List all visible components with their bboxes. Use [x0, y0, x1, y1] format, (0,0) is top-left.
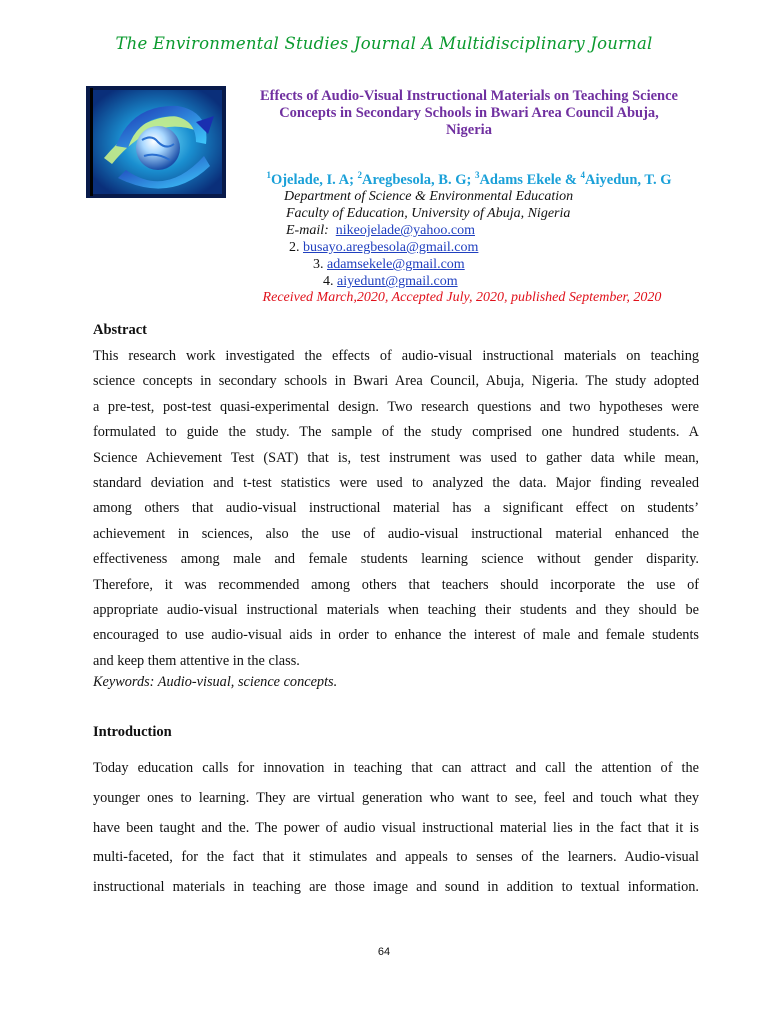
faculty: Faculty of Education, University of Abuja, Nigeria [286, 206, 571, 221]
keywords: Keywords: Audio-visual, science concepts. [93, 674, 338, 690]
abstract-line: Science Achievement Test (SAT) that is, test instrument was used to gather data while mean, [93, 449, 699, 466]
email-link[interactable]: nikeojelade@yahoo.com [335, 223, 475, 238]
abstract-line: a pre-test, post-test quasi-experimental design. Two research questions and two hypotheses were [93, 398, 699, 415]
paper-title [234, 88, 704, 139]
email-line-3 [313, 256, 673, 273]
author-name: Aiyedun, T. G [585, 171, 672, 188]
introduction-body [93, 754, 699, 903]
abstract-line: standard deviation and t-test statistics were used to analyzed the data. Major finding revealed [93, 474, 699, 491]
email-line-2 [289, 239, 649, 256]
author-number: 4 [580, 170, 586, 180]
email-link[interactable]: aiyedunt@gmail.com [337, 274, 458, 289]
abstract-line: science concepts in secondary schools in Bwari Area Council, Abuja, Nigeria. The study adopted [93, 373, 699, 390]
email-prefix: 4. [323, 274, 337, 289]
title-line: Effects of Audio-Visual Instructional Materials on Teaching Science [260, 88, 678, 104]
journal-name: The Environmental Studies Journal A Multidisciplinary Journal [115, 34, 653, 53]
abstract-line: Therefore, it was recommended among others that teachers should incorporate the use of [93, 576, 699, 593]
email-prefix: 2. [289, 240, 303, 255]
email-prefix: 3. [313, 257, 327, 272]
abstract-line: among others that audio-visual instructional material has a significant effect on students’ [93, 500, 699, 517]
abstract-body [93, 344, 699, 674]
introduction-line: multi-faceted, for the fact that it stimulates and appeals to senses of the learners. Audio-visual [93, 849, 699, 866]
introduction-heading: Introduction [93, 724, 172, 740]
author-name: Adams Ekele & [479, 171, 581, 188]
introduction-line: instructional materials in teaching are those image and sound in addition to textual information. [93, 879, 699, 896]
email-line-4 [323, 273, 683, 290]
author-number: 3 [474, 170, 480, 180]
abstract-line: and keep them attentive in the class. [93, 652, 300, 669]
author-number: 1 [266, 170, 271, 180]
author-name: Ojelade, I. A; [270, 171, 358, 188]
title-line: Nigeria [446, 122, 492, 138]
abstract-line: achievement in sciences, also the use of audio-visual instructional material enhanced the [93, 525, 699, 542]
email-link[interactable]: adamsekele@gmail.com [327, 257, 465, 272]
email-line-1 [286, 222, 646, 239]
introduction-line: have been taught and the. The power of audio visual instructional material lies in the fact that it is [93, 819, 699, 836]
author-list [234, 170, 704, 189]
abstract-line: appropriate audio-visual instructional materials when teaching their students and they should be [93, 601, 699, 618]
abstract-line: formulated to guide the study. The sample of the study comprised one hundred students. A [93, 424, 699, 441]
introduction-line: younger ones to learning. They are virtual generation who want to see, feel and touch what they [93, 789, 699, 806]
abstract-line: This research work investigated the effects of audio-visual instructional materials on teaching [93, 348, 699, 364]
introduction-line: Today education calls for innovation in teaching that can attract and call the attention of the [93, 760, 699, 776]
abstract-heading: Abstract [93, 322, 147, 338]
abstract-line: effectiveness among male and female students learning science without gender disparity. [93, 551, 699, 568]
title-line: Concepts in Secondary Schools in Bwari Area Council Abuja, [279, 105, 659, 121]
page-number: 64 [377, 946, 391, 958]
email-label: E-mail: [286, 223, 329, 238]
email-link[interactable]: busayo.aregbesola@gmail.com [303, 240, 479, 255]
journal-logo-globe-icon [86, 86, 226, 198]
author-number: 2 [357, 170, 363, 180]
department: Department of Science & Environmental Education [284, 189, 574, 204]
author-name: Aregbesola, B. G; [362, 171, 475, 188]
received-dates: Received March,2020, Accepted July, 2020, published September, 2020 [262, 290, 662, 305]
abstract-line: encouraged to use audio-visual aids in order to enhance the interest of male and female students [93, 627, 699, 644]
